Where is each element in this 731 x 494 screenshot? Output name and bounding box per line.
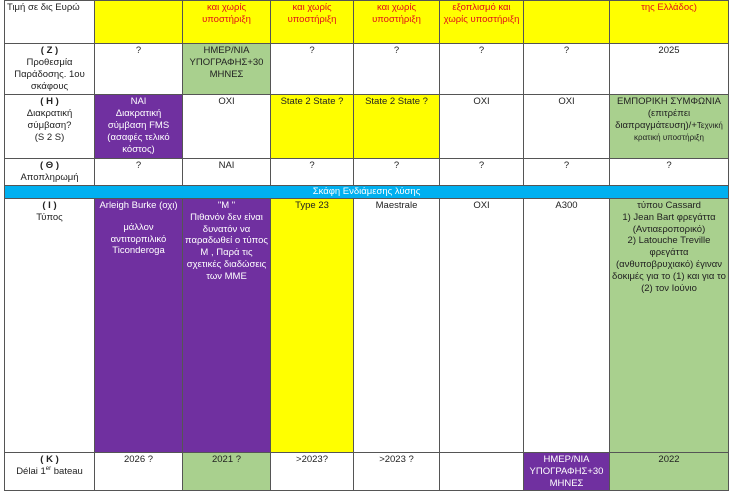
row-text-i: Τύπος <box>36 211 63 223</box>
cell-k-1: 2026 ? <box>95 452 183 491</box>
row-interim-banner <box>5 185 729 198</box>
cell-z-1: ? <box>95 44 183 95</box>
row-code-z: ( Ζ ) <box>40 45 59 56</box>
cell-i-3: Type 23 <box>271 198 354 452</box>
cell-i-2 <box>183 198 271 452</box>
row-text-k-b: bateau <box>51 465 83 477</box>
cell-price-4: και χωρίς υποστήριξη <box>354 1 440 44</box>
cell-h-5: ΟΧΙ <box>440 95 524 159</box>
comparison-table <box>4 0 729 491</box>
cell-h-2: ΟΧΙ <box>183 95 271 159</box>
cell-i-4: Maestrale <box>354 198 440 452</box>
cell-i-2-body: Πιθανόν δεν είναι δυνατόν να παραδωθεί ο τύπος M , Παρά τις σχετικές διαδώσεις των ΜΜΕ <box>185 211 268 282</box>
cell-k-7: 2022 <box>610 452 729 491</box>
interim-solution-banner: Σκάφη Ενδιάμεσης λύσης <box>5 185 729 198</box>
row-intergovernmental <box>5 95 729 159</box>
cell-h-6: ΟΧΙ <box>524 95 610 159</box>
cell-i-2-title: "M " <box>217 199 236 211</box>
row-label-price: Τιμή σε δις Ευρώ <box>5 1 95 44</box>
cell-theta-7: ? <box>610 159 729 186</box>
cell-z-2: ΗΜΕΡ/ΝΙΑ ΥΠΟΓΡΑΦΗΣ+30 ΜΗΝΕΣ <box>183 44 271 95</box>
cell-z-4: ? <box>354 44 440 95</box>
cell-k-4: >2023 ? <box>354 452 440 491</box>
row-code-h: ( Η ) <box>40 96 59 107</box>
cell-theta-1: ? <box>95 159 183 186</box>
cell-i-1 <box>95 198 183 452</box>
cell-price-5: εξοπλισμό και χωρίς υποστήριξη <box>440 1 524 44</box>
row-label-type <box>5 198 95 452</box>
row-code-i: ( Ι ) <box>42 199 57 211</box>
cell-h-1 <box>95 95 183 159</box>
cell-price-7: της Ελλάδος) <box>610 1 729 44</box>
cell-theta-3: ? <box>271 159 354 186</box>
cell-h-7-small: Τεχνική κρατική υποστήριξη <box>634 120 723 142</box>
cell-price-6 <box>524 1 610 44</box>
cell-price-1 <box>95 1 183 44</box>
cell-k-2: 2021 ? <box>183 452 271 491</box>
row-first-ship-delay <box>5 452 729 491</box>
cell-i-7-line-3: 2) Latouche Treville φρεγάττα (ανθυποβρυχιακό) έγιναν δοκιμές για το (1) και για το (2) τον Ιούνιο <box>612 235 726 294</box>
row-price <box>5 1 729 44</box>
cell-h-7-main: ΕΜΠΟΡΙΚΗ ΣΥΜΦΩΝΙΑ <box>617 96 721 107</box>
cell-z-5: ? <box>440 44 524 95</box>
cell-i-1-title: Arleigh Burke (οχι) <box>99 199 178 211</box>
row-label-intergovernmental <box>5 95 95 159</box>
row-text-h: Διακρατική σύμβαση? <box>26 107 73 131</box>
cell-z-3: ? <box>271 44 354 95</box>
row-repayment <box>5 159 729 186</box>
cell-theta-4: ? <box>354 159 440 186</box>
cell-h-4: State 2 State ? <box>354 95 440 159</box>
cell-h-7-sub: (επιτρέπει διαπραγμάτευση)/+ <box>615 107 697 131</box>
row-label-delivery-deadline <box>5 44 95 95</box>
row-text-k-sup: er <box>45 465 52 472</box>
cell-i-6: A300 <box>524 198 610 452</box>
row-label-first-ship-delay <box>5 452 95 491</box>
cell-h-1-line-3: (ασαφές τελικό κόστος) <box>107 131 170 155</box>
row-type <box>5 198 729 452</box>
row-code-k: ( Κ ) <box>40 453 59 465</box>
cell-z-7: 2025 <box>610 44 729 95</box>
row-sub-h: (S 2 S) <box>34 131 65 143</box>
cell-theta-5: ? <box>440 159 524 186</box>
cell-i-7-line-1: τύπου Cassard <box>637 199 701 211</box>
row-delivery-deadline <box>5 44 729 95</box>
cell-theta-2: ΝΑΙ <box>183 159 271 186</box>
cell-i-1-body: μάλλον αντιτορπιλικό Ticonderoga <box>110 221 167 257</box>
cell-h-1-line-2: Διακρατική σύμβαση FMS <box>107 107 170 131</box>
cell-i-7-line-2: 1) Jean Bart φρεγάττα (Αντιαεροπορικό) <box>622 211 716 235</box>
cell-k-5 <box>440 452 524 491</box>
row-label-repayment <box>5 159 95 186</box>
cell-k-6: ΗΜΕΡ/ΝΙΑ ΥΠΟΓΡΑΦΗΣ+30 ΜΗΝΕΣ <box>524 452 610 491</box>
cell-h-3: State 2 State ? <box>271 95 354 159</box>
cell-price-3: και χωρίς υποστήριξη <box>271 1 354 44</box>
cell-i-7 <box>610 198 729 452</box>
row-text-z: Προθεσμία Παράδοσης. 1ου σκάφους <box>14 56 85 92</box>
cell-theta-6: ? <box>524 159 610 186</box>
cell-h-7 <box>610 95 729 159</box>
row-code-theta: ( Θ ) <box>40 160 59 171</box>
row-text-k-a: Délai 1 <box>16 465 46 477</box>
cell-k-3: >2023? <box>271 452 354 491</box>
row-text-theta: Αποπληρωμή <box>20 171 79 183</box>
cell-i-5: ΟΧΙ <box>440 198 524 452</box>
cell-price-2: και χωρίς υποστήριξη <box>183 1 271 44</box>
cell-h-1-line-1: ΝΑΙ <box>130 96 147 107</box>
cell-z-6: ? <box>524 44 610 95</box>
